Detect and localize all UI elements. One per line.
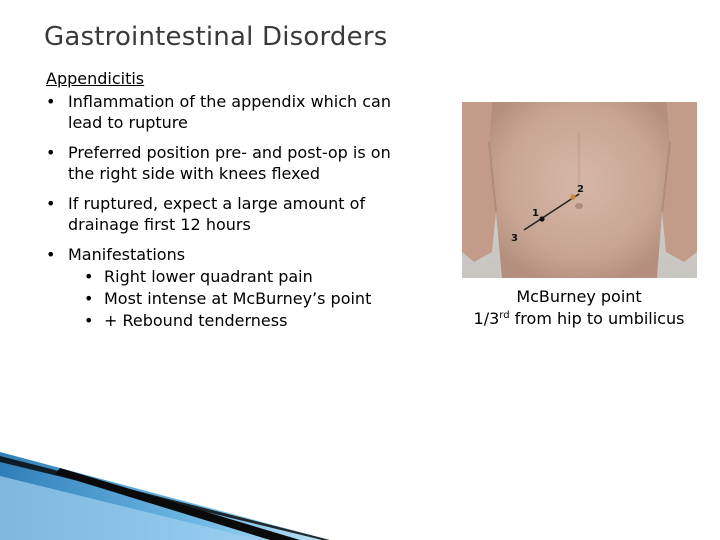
sub-bullet-marker: • — [84, 267, 94, 286]
bullet-marker: • — [46, 143, 56, 162]
sub-bullet-marker: • — [84, 289, 94, 308]
abdomen-photo — [462, 102, 697, 278]
bottom-decoration — [0, 440, 720, 540]
bullet-marker: • — [46, 92, 56, 111]
caption-line-2 — [446, 308, 712, 330]
sub-bullet-marker: • — [84, 311, 94, 330]
point-2-marker — [570, 194, 575, 199]
point-label-1: 1 — [532, 208, 539, 219]
bullet-item — [46, 193, 446, 235]
sub-bullet-item — [46, 266, 446, 287]
point-label-2: 2 — [577, 184, 584, 195]
bullet-text-line: lead to rupture — [68, 113, 188, 132]
sub-bullet-item — [46, 310, 446, 331]
bullet-marker: • — [46, 245, 56, 264]
bullet-text-line: If ruptured, expect a large amount of — [68, 194, 366, 213]
section-heading: Appendicitis — [46, 69, 145, 88]
bullet-text-line: Inflammation of the appendix which can — [68, 92, 391, 111]
sub-bullet-text: + Rebound tenderness — [104, 311, 288, 330]
point-1-marker — [539, 216, 544, 221]
sub-bullet-item — [46, 288, 446, 309]
caption-line-1: McBurney point — [516, 287, 642, 306]
bullet-text-line: drainage first 12 hours — [68, 215, 251, 234]
bullet-item — [46, 91, 446, 133]
bullet-item — [46, 142, 446, 184]
caption-superscript: rd — [499, 310, 510, 321]
bullet-item — [46, 244, 446, 265]
sub-bullet-text: Right lower quadrant pain — [104, 267, 313, 286]
bullet-text-line: Manifestations — [68, 245, 186, 264]
point-label-3: 3 — [511, 233, 518, 244]
bullet-text-line: the right side with knees flexed — [68, 164, 321, 183]
bullet-marker: • — [46, 194, 56, 213]
figure-caption — [446, 286, 712, 330]
slide-content — [46, 68, 446, 332]
slide-title: Gastrointestinal Disorders — [44, 22, 388, 52]
sub-bullet-text: Most intense at McBurney’s point — [104, 289, 372, 308]
bullet-text-line: Preferred position pre- and post-op is on — [68, 143, 391, 162]
caption-fraction: 1/3 — [473, 309, 500, 328]
caption-suffix: from hip to umbilicus — [509, 309, 685, 328]
